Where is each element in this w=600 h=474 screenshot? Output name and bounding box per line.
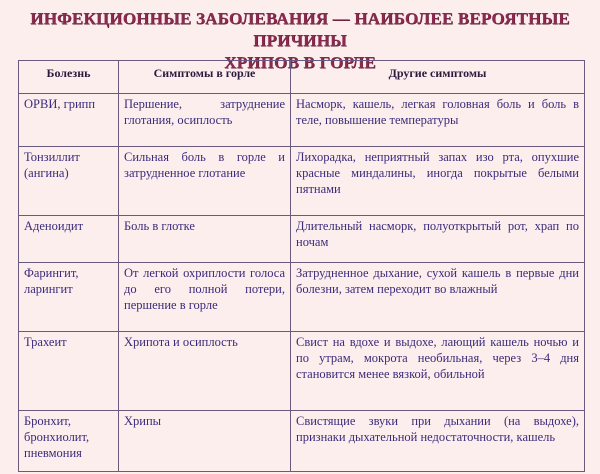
table-row	[19, 263, 585, 332]
throat-symptoms-cell: Хрипы	[119, 411, 291, 472]
other-symptoms-cell: Лихорадка, неприятный запах изо рта, опухшие красные миндалины, иногда покрытые белыми пятнами	[291, 147, 585, 216]
header-disease: Болезнь	[19, 61, 119, 94]
throat-symptoms-cell: Сильная боль в горле и затрудненное глотание	[119, 147, 291, 216]
throat-symptoms-cell: От легкой охриплости голоса до его полной потери, першение в горле	[119, 263, 291, 332]
disease-cell: Фарингит, ларингит	[19, 263, 119, 332]
title-line-1: ИНФЕКЦИОННЫЕ ЗАБОЛЕВАНИЯ — НАИБОЛЕЕ ВЕРОЯТНЫЕ ПРИЧИНЫ	[30, 9, 570, 50]
table-header-row	[19, 61, 585, 94]
other-symptoms-cell: Свистящие звуки при дыхании (на выдохе), признаки дыхательной недостаточности, кашель	[291, 411, 585, 472]
throat-symptoms-cell: Хрипота и осиплость	[119, 332, 291, 411]
table-row	[19, 147, 585, 216]
other-symptoms-cell: Насморк, кашель, легкая головная боль и боль в теле, повышение температуры	[291, 94, 585, 147]
symptoms-table	[18, 60, 585, 472]
disease-cell: Бронхит, бронхиолит, пневмония	[19, 411, 119, 472]
throat-symptoms-cell: Боль в глотке	[119, 216, 291, 263]
disease-cell: Тонзиллит (ангина)	[19, 147, 119, 216]
disease-cell: Аденоидит	[19, 216, 119, 263]
table-row	[19, 216, 585, 263]
throat-symptoms-cell: Першение, затруднение глотания, осиплость	[119, 94, 291, 147]
disease-cell: ОРВИ, грипп	[19, 94, 119, 147]
table-row	[19, 411, 585, 472]
other-symptoms-cell: Длительный насморк, полуоткрытый рот, храп по ночам	[291, 216, 585, 263]
table-row	[19, 94, 585, 147]
table-row	[19, 332, 585, 411]
header-other-symptoms: Другие симптомы	[291, 61, 585, 94]
header-throat-symptoms: Симптомы в горле	[119, 61, 291, 94]
disease-cell: Трахеит	[19, 332, 119, 411]
title-line-2: ХРИПОВ В ГОРЛЕ	[224, 53, 376, 72]
other-symptoms-cell: Свист на вдохе и выдохе, лающий кашель ночью и по утрам, мокрота необильная, через 3–4 дня становится менее вязкой, обильной	[291, 332, 585, 411]
other-symptoms-cell: Затрудненное дыхание, сухой кашель в первые дни болезни, затем переходит во влажный	[291, 263, 585, 332]
